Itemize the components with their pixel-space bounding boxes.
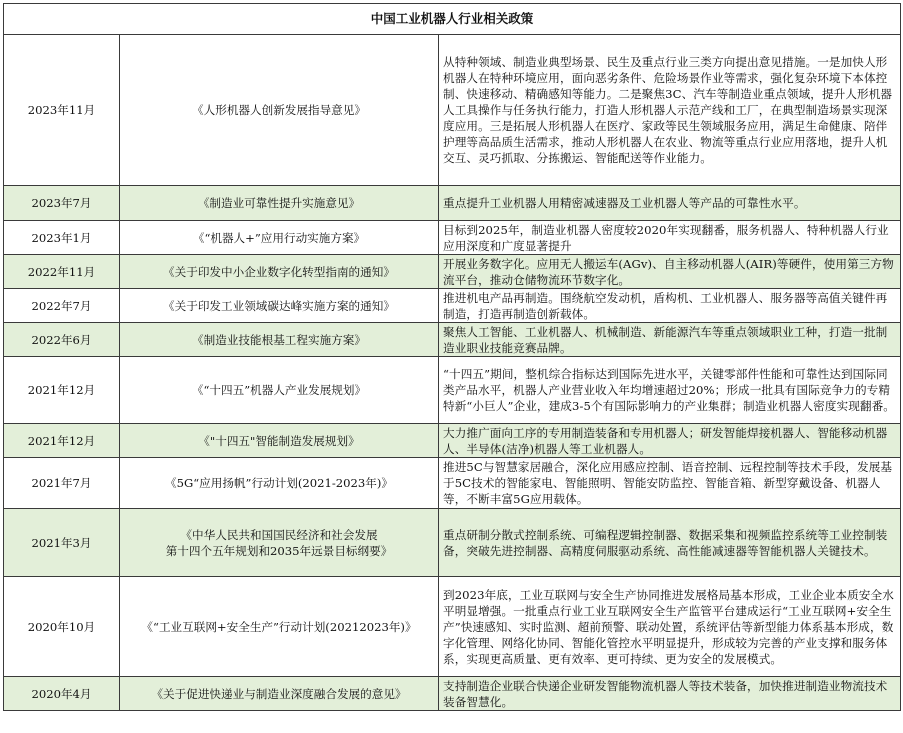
row-date: 2020年10月 bbox=[4, 577, 120, 677]
table-row bbox=[4, 424, 901, 458]
row-date: 2021年12月 bbox=[4, 357, 120, 424]
row-date: 2023年7月 bbox=[4, 186, 120, 221]
table-row bbox=[4, 221, 901, 255]
row-content: 大力推广面向工序的专用制造装备和专用机器人；研发智能焊接机器人、智能移动机器人、半导体(洁净)机器人等工业机器人。 bbox=[439, 424, 901, 458]
row-policy: 《关于促进快递业与制造业深度融合发展的意见》 bbox=[120, 677, 439, 711]
row-content: 重点提升工业机器人用精密减速器及工业机器人等产品的可靠性水平。 bbox=[439, 186, 901, 221]
row-date: 2020年4月 bbox=[4, 677, 120, 711]
row-date: 2022年7月 bbox=[4, 289, 120, 323]
row-date: 2021年7月 bbox=[4, 458, 120, 509]
table-row bbox=[4, 577, 901, 677]
row-content: 到2023年底，工业互联网与安全生产协同推进发展格局基本形成，工业企业本质安全水平明显增强。一批重点行业工业互联网安全生产监管平台建成运行“工业互联网+安全生产”快速感知、实时监测、超前预警、联动处置，系统评估等新型能力体系基本形成，数字化管理、网络化协同、智能化管控水平明显提升，形成较为完善的产业支撑和服务体系，实现更高质量、更有效率、更可持续、更为安全的发展模式。 bbox=[439, 577, 901, 677]
row-policy: 《关于印发中小企业数字化转型指南的通知》 bbox=[120, 255, 439, 289]
row-date: 2021年3月 bbox=[4, 509, 120, 577]
row-content: 推进机电产品再制造。围绕航空发动机，盾构机、工业机器人、服务器等高值关键件再制造，打造再制造创新载体。 bbox=[439, 289, 901, 323]
row-policy: 《制造业技能根基工程实施方案》 bbox=[120, 323, 439, 357]
table-row bbox=[4, 35, 901, 186]
row-policy: 《“十四五”机器人产业发展规划》 bbox=[120, 357, 439, 424]
row-policy: 《"十四五"智能制造发展规划》 bbox=[120, 424, 439, 458]
row-date: 2021年12月 bbox=[4, 424, 120, 458]
row-content: 推进5C与智慧家居融合，深化应用感应控制、语音控制、远程控制等技术手段，发展基于5C技术的智能家电、智能照明、智能安防监控、智能音箱、新型穿戴设备、机器人等，不断丰富5G应用载体。 bbox=[439, 458, 901, 509]
row-policy: 《制造业可靠性提升实施意见》 bbox=[120, 186, 439, 221]
table-row bbox=[4, 255, 901, 289]
row-policy bbox=[120, 509, 439, 577]
row-content: 从特种领域、制造业典型场景、民生及重点行业三类方向提出意见措施。一是加快人形机器人在特种环境应用，面向恶劣条件、危险场景作业等需求，强化复杂环境下本体控制、快速移动、精确感知等能力。二是聚焦3C、汽车等制造业重点领域，提升人形机器人工具操作与任务执行能力，打造人形机器人示范产线和工厂，在典型制造场景实现深度应用。三是拓展人形机器人在医疗、家政等民生领域服务应用，满足生命健康、陪伴护理等高品质生活需求，推动人形机器人在农业、物流等重点行业应用落地，提升人机交互、灵巧抓取、分拣搬运、智能配送等作业能力。 bbox=[439, 35, 901, 186]
table-row bbox=[4, 509, 901, 577]
row-date: 2023年11月 bbox=[4, 35, 120, 186]
table-title-row bbox=[4, 4, 901, 35]
policy-table bbox=[3, 3, 901, 711]
row-content: 目标到2025年，制造业机器人密度较2020年实现翻番，服务机器人、特种机器人行业应用深度和广度显著提升 bbox=[439, 221, 901, 255]
row-date: 2022年11月 bbox=[4, 255, 120, 289]
row-policy-line: 《中华人民共和国国民经济和社会发展 bbox=[180, 527, 378, 542]
row-content: “十四五”期间，整机综合指标达到国际先进水平，关键零部件性能和可靠性达到国际同类产品水平，机器人产业营业收入年均增速超过20%；形成一批具有国际竞争力的专精特新“小巨人”企业，建成3-5个有国际影响力的产业集群；制造业机器人密度实现翻番。 bbox=[439, 357, 901, 424]
row-date: 2023年1月 bbox=[4, 221, 120, 255]
table-row bbox=[4, 289, 901, 323]
row-content: 聚焦人工智能、工业机器人、机械制造、新能源汽车等重点领域职业工种，打造一批制造业职业技能竞赛品牌。 bbox=[439, 323, 901, 357]
row-policy: 《人形机器人创新发展指导意见》 bbox=[120, 35, 439, 186]
table-row bbox=[4, 677, 901, 711]
row-policy: 《关于印发工业领域碳达峰实施方案的通知》 bbox=[120, 289, 439, 323]
table-row bbox=[4, 323, 901, 357]
row-content: 重点研制分散式控制系统、可编程逻辑控制器、数据采集和视频监控系统等工业控制装备，突破先进控制器、高精度伺服驱动系统、高性能减速器等智能机器人关键技术。 bbox=[439, 509, 901, 577]
policy-table-container bbox=[3, 3, 900, 711]
row-policy: 《“机器人+”应用行动实施方案》 bbox=[120, 221, 439, 255]
table-title: 中国工业机器人行业相关政策 bbox=[4, 4, 901, 35]
table-row bbox=[4, 458, 901, 509]
row-content: 开展业务数字化。应用无人搬运车(AGv)、自主移动机器人(AIR)等硬件，使用第三方物流平台，推动仓储物流环节数字化。 bbox=[439, 255, 901, 289]
row-policy-line: 第十四个五年规划和2035年远景目标纲要》 bbox=[165, 543, 393, 558]
table-row bbox=[4, 186, 901, 221]
table-row bbox=[4, 357, 901, 424]
row-date: 2022年6月 bbox=[4, 323, 120, 357]
row-policy: 《“工业互联网+安全生产”行动计划(20212023年)》 bbox=[120, 577, 439, 677]
row-content: 支持制造企业联合快递企业研发智能物流机器人等技术装备，加快推进制造业物流技术装备智慧化。 bbox=[439, 677, 901, 711]
row-policy: 《5G“应用扬帆”行动计划(2021-2023年)》 bbox=[120, 458, 439, 509]
